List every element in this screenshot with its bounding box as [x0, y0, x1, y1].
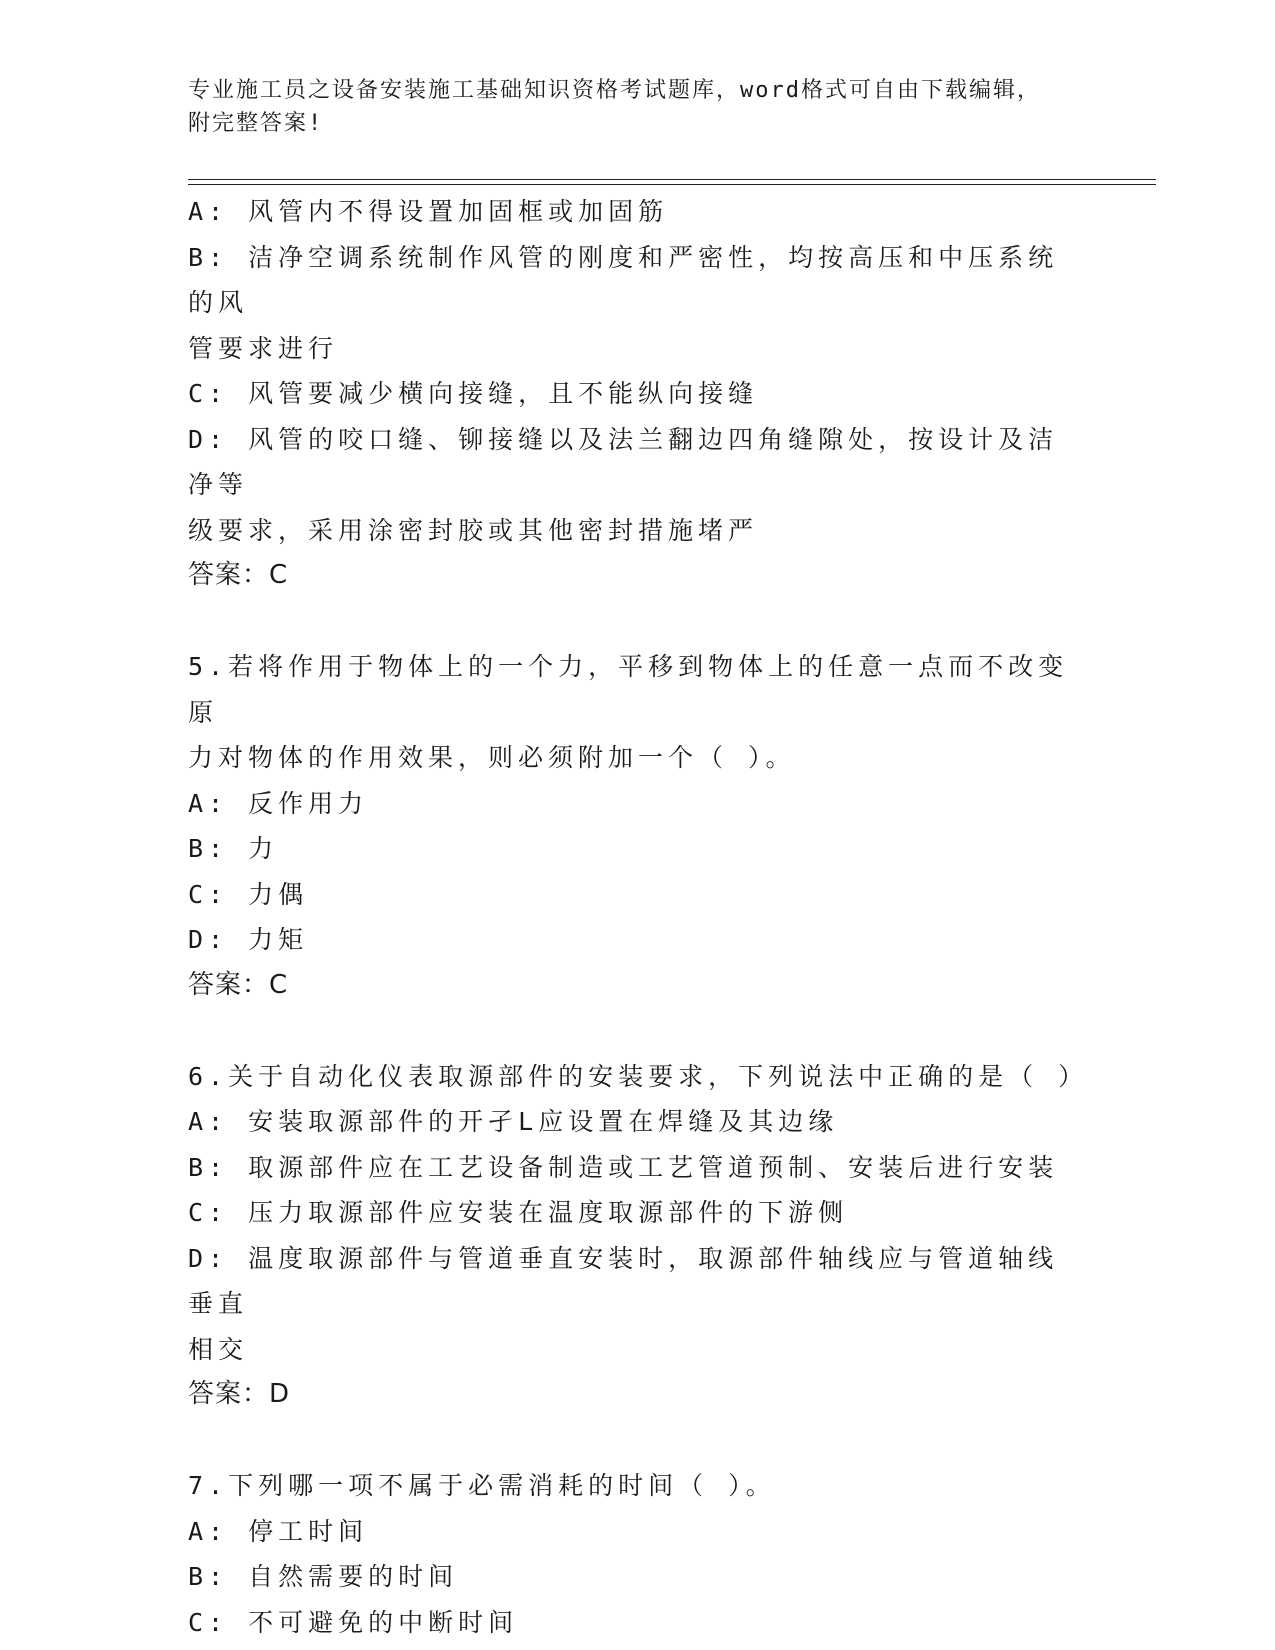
- q6-option-a: A: 安装取源部件的开孑L应设置在焊缝及其边缘: [188, 1107, 839, 1136]
- q5-option-b: B: 力: [188, 834, 279, 863]
- question-4-block: [188, 189, 1078, 599]
- question-7-block: [188, 1463, 1078, 1645]
- header-rule-top: [188, 179, 1156, 180]
- q5-stem-line-1: 5.若将作用于物体上的一个力，平移到物体上的任意一点而不改变原: [188, 652, 1069, 727]
- q6-option-d-line-1: D: 温度取源部件与管道垂直安装时，取源部件轴线应与管道轴线垂直: [188, 1243, 1059, 1318]
- q5-option-d: D: 力矩: [188, 925, 309, 954]
- q6-option-b: B: 取源部件应在工艺设备制造或工艺管道预制、安装后进行安装: [188, 1152, 1059, 1182]
- spacer: [188, 1418, 1078, 1464]
- q4-option-b-line-2: 管要求进行: [188, 333, 339, 363]
- header-rule-bottom: [188, 184, 1156, 185]
- q6-answer: 答案：D: [188, 1379, 291, 1409]
- question-5-block: [188, 644, 1078, 1008]
- q5-option-c: C: 力偶: [188, 879, 309, 909]
- question-content: [188, 189, 1089, 1645]
- spacer: [188, 1008, 1078, 1054]
- header-line-1: 专业施工员之设备安装施工基础知识资格考试题库，word格式可自由下载编辑，: [188, 78, 1041, 103]
- q6-option-d-line-2: 相交: [188, 1334, 249, 1364]
- q4-option-d-line-2: 级要求，采用涂密封胶或其他密封措施堵严: [188, 515, 759, 545]
- q6-option-c: C: 压力取源部件应安装在温度取源部件的下游侧: [188, 1198, 849, 1227]
- q7-option-c: C: 不可避免的中断时间: [188, 1607, 519, 1637]
- q4-option-b-line-1: B: 洁净空调系统制作风管的刚度和严密性，均按高压和中压系统的风: [188, 242, 1059, 317]
- q5-answer: 答案：C: [188, 969, 289, 1000]
- document-header: [188, 74, 1088, 140]
- q6-stem-line-1: 6.关于自动化仪表取源部件的安装要求，下列说法中正确的是（ ）: [188, 1061, 1089, 1091]
- q5-option-a: A: 反作用力: [188, 788, 369, 818]
- spacer: [188, 599, 1078, 645]
- header-line-2: 附完整答案!: [188, 111, 324, 136]
- q7-option-a: A: 停工时间: [188, 1516, 369, 1546]
- q5-stem-line-2: 力对物体的作用效果，则必须附加一个（ ）。: [188, 743, 796, 772]
- q4-option-c: C: 风管要减少横向接缝，且不能纵向接缝: [188, 379, 759, 408]
- q4-option-d-line-1: D: 风管的咬口缝、铆接缝以及法兰翻边四角缝隙处，按设计及洁净等: [188, 424, 1059, 499]
- q7-stem-line-1: 7.下列哪一项不属于必需消耗的时间（ ）。: [188, 1471, 776, 1500]
- question-6-block: [188, 1054, 1089, 1418]
- q7-option-b: B: 自然需要的时间: [188, 1562, 459, 1591]
- q4-answer: 答案：C: [188, 560, 289, 590]
- q4-option-a: A: 风管内不得设置加固框或加固筋: [188, 197, 669, 226]
